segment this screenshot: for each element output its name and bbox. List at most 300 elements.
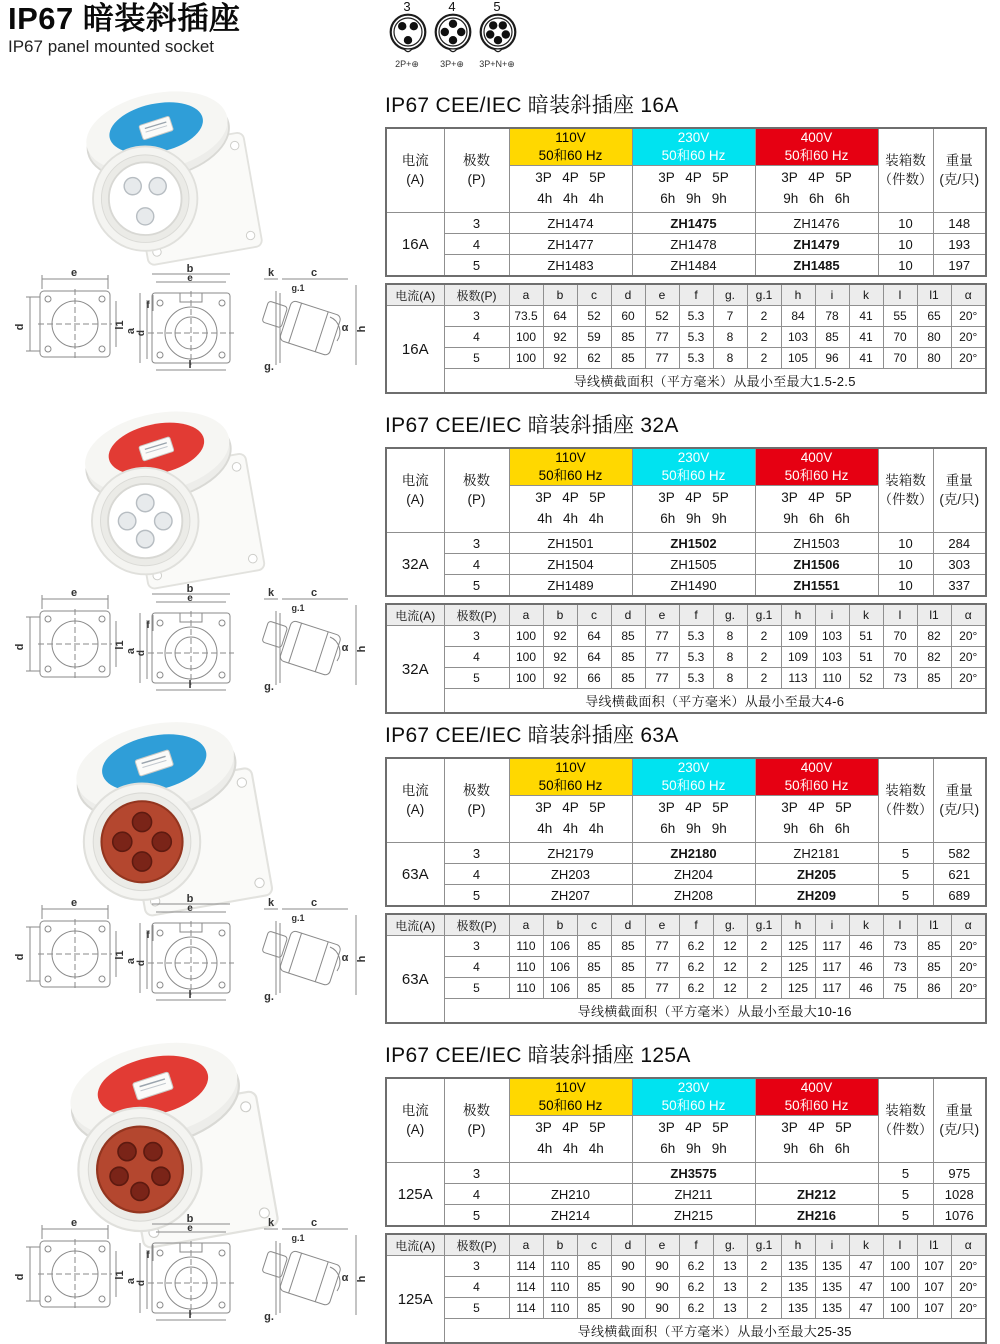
pin-dot xyxy=(404,36,412,44)
dimension-drawings xyxy=(12,583,377,698)
table-cell: 77 xyxy=(645,957,679,978)
dim-label: b xyxy=(186,583,194,595)
dim-label: d xyxy=(14,953,26,961)
pins-label: 3P 4P 5P xyxy=(658,1120,729,1136)
table-cell: 20° xyxy=(951,668,986,689)
table-cell: 73.5 xyxy=(509,306,543,327)
table-cell: 20° xyxy=(951,957,986,978)
table-cell: 3 xyxy=(444,533,509,554)
table-row xyxy=(386,914,986,936)
table-cell: ZH2179 xyxy=(509,843,632,864)
socket-face-icon xyxy=(476,13,520,54)
pins-label: 3P 4P 5P xyxy=(535,1120,606,1136)
table-cell: 125 xyxy=(781,957,815,978)
pin-config-cell xyxy=(755,1116,878,1163)
pin-config-cell xyxy=(632,1116,755,1163)
table-cell: 114 xyxy=(509,1298,543,1319)
table-cell: d xyxy=(611,284,645,306)
table-cell: ZH204 xyxy=(632,864,755,885)
voltage-label: 230V xyxy=(677,1080,710,1096)
table-cell: 62 xyxy=(577,348,611,369)
table-cell: 70 xyxy=(883,626,917,647)
dim-label: f xyxy=(146,300,150,311)
table-cell: c xyxy=(577,604,611,626)
table-cell: ZH1475 xyxy=(632,213,755,234)
table-cell: 20° xyxy=(951,978,986,999)
table-cell: 105 xyxy=(781,348,815,369)
pin-config-cell xyxy=(632,486,755,533)
table-cell: 135 xyxy=(815,1277,849,1298)
table-cell: 4 xyxy=(444,327,509,348)
dim-label: a xyxy=(125,327,137,335)
table-cell: g.1 xyxy=(747,604,781,626)
table-cell: 3 xyxy=(444,1256,509,1277)
table-cell: 77 xyxy=(645,348,679,369)
table-cell: 5 xyxy=(878,1205,933,1227)
dim-label: g. xyxy=(264,681,274,693)
table-cell: 13 xyxy=(713,1256,747,1277)
table-cell: ZH209 xyxy=(755,885,878,907)
socket-hole xyxy=(124,178,141,195)
dimensions-table xyxy=(385,603,987,714)
table-cell: 46 xyxy=(849,957,883,978)
table-cell: ZH2180 xyxy=(632,843,755,864)
table-cell: 92 xyxy=(543,668,577,689)
table-cell: 90 xyxy=(645,1298,679,1319)
table-cell: 重量 (克/只) xyxy=(933,758,986,843)
table-cell: 80 xyxy=(917,327,951,348)
hours-label: 4h 4h 4h xyxy=(537,191,604,206)
freq-label: 50和60 Hz xyxy=(538,148,603,163)
table-cell: 64 xyxy=(577,647,611,668)
dimension-drawings xyxy=(12,263,377,378)
table-cell: 90 xyxy=(611,1256,645,1277)
table-cell: 110 xyxy=(543,1256,577,1277)
table-cell: 3 xyxy=(444,936,509,957)
table-cell: 85 xyxy=(611,957,645,978)
table-cell: 582 xyxy=(933,843,986,864)
dim-label: e xyxy=(70,897,78,909)
dim-label: h xyxy=(356,955,368,963)
table-cell: 4 xyxy=(444,554,509,575)
table-cell: 7 xyxy=(713,306,747,327)
table-cell: b xyxy=(543,914,577,936)
pins-label: 3P 4P 5P xyxy=(658,800,729,816)
table-cell: ZH205 xyxy=(755,864,878,885)
table-cell: 100 xyxy=(883,1298,917,1319)
pin-config-label: 3P+N+⊕ xyxy=(479,59,515,69)
table-cell: 82 xyxy=(917,626,951,647)
product-section xyxy=(0,85,1000,389)
table-row xyxy=(386,234,986,255)
table-cell: 2 xyxy=(747,306,781,327)
dimensions-table xyxy=(385,913,987,1024)
wire-section-note: 导线横截面积（平方毫米）从最小至最大1.5-2.5 xyxy=(444,369,986,394)
table-cell: 114 xyxy=(509,1277,543,1298)
section-content xyxy=(385,89,987,394)
socket-face-icon xyxy=(386,13,430,54)
table-cell: b xyxy=(543,284,577,306)
product-models-table xyxy=(385,127,987,277)
table-cell: g.1 xyxy=(747,914,781,936)
dim-label: d xyxy=(136,1279,147,1287)
table-cell: 5.3 xyxy=(679,626,713,647)
table-cell: 125A xyxy=(386,1163,444,1227)
socket-hole xyxy=(132,812,151,831)
pin-variant-icons xyxy=(386,0,518,69)
socket-hole xyxy=(152,832,171,851)
table-cell: 90 xyxy=(611,1277,645,1298)
table-cell: c xyxy=(577,914,611,936)
table-cell: 92 xyxy=(543,647,577,668)
table-row xyxy=(386,255,986,277)
table-cell: ZH1489 xyxy=(509,575,632,597)
table-cell: 85 xyxy=(917,957,951,978)
table-row xyxy=(386,1277,986,1298)
dim-label: e xyxy=(70,587,78,599)
table-cell: 5 xyxy=(444,348,509,369)
hours-label: 4h 4h 4h xyxy=(537,511,604,526)
table-cell: 2 xyxy=(747,327,781,348)
table-cell: 135 xyxy=(781,1256,815,1277)
table-cell: 70 xyxy=(883,348,917,369)
pins-label: 3P 4P 5P xyxy=(781,490,852,506)
table-cell xyxy=(509,1163,632,1184)
table-cell: ZH3575 xyxy=(632,1163,755,1184)
dim-label: l xyxy=(188,1309,192,1321)
dim-label: l1 xyxy=(114,950,126,960)
table-cell: 20° xyxy=(951,1298,986,1319)
table-cell: 6.2 xyxy=(679,936,713,957)
table-cell: 2 xyxy=(747,1277,781,1298)
table-cell: 13 xyxy=(713,1298,747,1319)
table-cell: 极数(P) xyxy=(444,284,509,306)
table-cell: 41 xyxy=(849,348,883,369)
table-cell: 64 xyxy=(543,306,577,327)
table-cell: 10 xyxy=(878,234,933,255)
dim-label: l xyxy=(188,989,192,1001)
table-cell: 装箱数 （件数） xyxy=(878,758,933,843)
table-cell: α xyxy=(951,1234,986,1256)
table-cell: 51 xyxy=(849,647,883,668)
table-cell: 621 xyxy=(933,864,986,885)
table-cell: 125 xyxy=(781,936,815,957)
table-cell: 109 xyxy=(781,626,815,647)
pin-config-label: 2P+⊕ xyxy=(395,59,419,69)
pin-config-cell xyxy=(509,166,632,213)
table-cell: f xyxy=(679,1234,713,1256)
voltage-header-cell xyxy=(755,128,878,166)
product-section xyxy=(0,715,1000,1019)
table-cell: 5.3 xyxy=(679,327,713,348)
table-cell: f xyxy=(679,604,713,626)
table-cell: 20° xyxy=(951,1256,986,1277)
hours-label: 9h 6h 6h xyxy=(783,821,850,836)
page-subtitle: IP67 panel mounted socket xyxy=(8,37,215,57)
freq-label: 50和60 Hz xyxy=(661,1098,726,1113)
table-cell: 197 xyxy=(933,255,986,277)
dim-label: d xyxy=(136,649,147,657)
table-cell: 77 xyxy=(645,647,679,668)
table-cell: 8 xyxy=(713,626,747,647)
table-cell: 90 xyxy=(645,1256,679,1277)
table-row xyxy=(386,864,986,885)
voltage-label: 110V xyxy=(555,760,586,776)
table-cell: 41 xyxy=(849,327,883,348)
table-cell: 92 xyxy=(543,327,577,348)
table-cell: α xyxy=(951,284,986,306)
dim-label: e xyxy=(187,273,193,284)
table-row xyxy=(386,647,986,668)
table-cell: 110 xyxy=(509,978,543,999)
table-row xyxy=(386,554,986,575)
voltage-header-cell xyxy=(755,448,878,486)
table-cell: 85 xyxy=(611,668,645,689)
pin-config-cell xyxy=(632,796,755,843)
dim-label: f xyxy=(146,930,150,941)
table-cell: 96 xyxy=(815,348,849,369)
socket-hole xyxy=(132,852,151,871)
voltage-label: 230V xyxy=(677,760,710,776)
table-cell: ZH1477 xyxy=(509,234,632,255)
table-cell: d xyxy=(611,604,645,626)
table-cell: 5.3 xyxy=(679,668,713,689)
socket-hole xyxy=(131,1182,149,1200)
dim-label: d xyxy=(14,323,26,331)
table-cell: ZH1483 xyxy=(509,255,632,277)
socket-hole xyxy=(137,208,154,225)
dim-label: e xyxy=(187,903,193,914)
table-cell: l1 xyxy=(917,284,951,306)
table-cell: 284 xyxy=(933,533,986,554)
hours-label: 9h 6h 6h xyxy=(783,191,850,206)
dim-label: l1 xyxy=(114,1270,126,1280)
voltage-header-cell xyxy=(632,758,755,796)
freq-label: 50和60 Hz xyxy=(784,468,849,483)
dim-label: k xyxy=(267,1217,275,1229)
page-title: IP67 暗装斜插座 xyxy=(8,1,241,36)
table-cell: 337 xyxy=(933,575,986,597)
table-cell: 4 xyxy=(444,957,509,978)
table-cell: ZH211 xyxy=(632,1184,755,1205)
section-title: IP67 CEE/IEC 暗装斜插座 32A xyxy=(385,414,679,437)
table-cell: ZH216 xyxy=(755,1205,878,1227)
dim-label: b xyxy=(186,893,194,905)
table-cell: 85 xyxy=(917,936,951,957)
table-cell: 5.3 xyxy=(679,306,713,327)
table-cell: g. xyxy=(713,284,747,306)
table-cell: 2 xyxy=(747,957,781,978)
table-row xyxy=(386,689,986,714)
table-cell: i xyxy=(815,914,849,936)
table-row xyxy=(386,1078,986,1116)
dim-label: α xyxy=(341,952,349,964)
table-cell: 85 xyxy=(815,327,849,348)
table-cell: d xyxy=(611,914,645,936)
table-cell: 10 xyxy=(878,533,933,554)
table-cell: 103 xyxy=(781,327,815,348)
freq-label: 50和60 Hz xyxy=(784,1098,849,1113)
freq-label: 50和60 Hz xyxy=(661,778,726,793)
dim-label: f xyxy=(146,620,150,631)
table-cell: 148 xyxy=(933,213,986,234)
table-cell: 85 xyxy=(611,978,645,999)
table-cell: 92 xyxy=(543,626,577,647)
wire-section-note: 导线横截面积（平方毫米）从最小至最大10-16 xyxy=(444,999,986,1024)
table-cell: 64 xyxy=(577,626,611,647)
table-cell: 77 xyxy=(645,978,679,999)
voltage-label: 230V xyxy=(677,450,710,466)
dim-label: d xyxy=(136,329,147,337)
table-cell: 5.3 xyxy=(679,348,713,369)
table-cell: 5 xyxy=(878,843,933,864)
table-cell: l xyxy=(883,1234,917,1256)
table-cell: 47 xyxy=(849,1277,883,1298)
table-cell: f xyxy=(679,284,713,306)
table-cell: 77 xyxy=(645,327,679,348)
dim-label: α xyxy=(341,322,349,334)
table-cell: 63A xyxy=(386,843,444,907)
table-cell: ZH1551 xyxy=(755,575,878,597)
table-cell: 125A xyxy=(386,1256,444,1344)
table-cell: 3 xyxy=(444,306,509,327)
table-cell: 85 xyxy=(611,327,645,348)
dim-label: l1 xyxy=(114,640,126,650)
voltage-label: 110V xyxy=(555,1080,586,1096)
hours-label: 6h 9h 9h xyxy=(660,191,727,206)
table-cell: 20° xyxy=(951,936,986,957)
table-row xyxy=(386,957,986,978)
table-cell: g. xyxy=(713,1234,747,1256)
table-row xyxy=(386,604,986,626)
dim-label: e xyxy=(187,1223,193,1234)
table-row xyxy=(386,348,986,369)
voltage-header-cell xyxy=(632,128,755,166)
table-cell: ZH1479 xyxy=(755,234,878,255)
dim-label: g.1 xyxy=(291,603,305,613)
table-cell: 5 xyxy=(878,885,933,907)
table-cell: 103 xyxy=(815,647,849,668)
product-photo-wrap xyxy=(52,85,285,281)
table-cell: 6.2 xyxy=(679,957,713,978)
pin-dot xyxy=(502,30,510,38)
table-cell: 12 xyxy=(713,936,747,957)
table-cell: 46 xyxy=(849,936,883,957)
pins-label: 3P 4P 5P xyxy=(658,490,729,506)
dim-label: α xyxy=(341,1272,349,1284)
dimensions-table xyxy=(385,283,987,394)
table-cell: 重量 (克/只) xyxy=(933,128,986,213)
product-photo xyxy=(50,405,288,600)
table-cell: 92 xyxy=(543,348,577,369)
table-row xyxy=(386,1298,986,1319)
table-row xyxy=(386,885,986,907)
table-cell: e xyxy=(645,1234,679,1256)
table-cell: α xyxy=(951,604,986,626)
dim-label: c xyxy=(310,587,318,599)
dim-label: e xyxy=(70,1217,78,1229)
table-cell: 8 xyxy=(713,348,747,369)
voltage-label: 230V xyxy=(677,130,710,146)
table-cell: 90 xyxy=(611,1298,645,1319)
table-cell: ZH207 xyxy=(509,885,632,907)
table-cell: 60 xyxy=(611,306,645,327)
freq-label: 50和60 Hz xyxy=(538,468,603,483)
table-cell: k xyxy=(849,1234,883,1256)
table-cell: 32A xyxy=(386,626,444,714)
table-row xyxy=(386,213,986,234)
dim-label: e xyxy=(70,267,78,279)
table-cell: 5.3 xyxy=(679,647,713,668)
table-cell: f xyxy=(679,914,713,936)
table-cell: 75 xyxy=(883,978,917,999)
dim-label: d xyxy=(14,1273,26,1281)
table-cell: 20° xyxy=(951,1277,986,1298)
table-cell: 装箱数 （件数） xyxy=(878,128,933,213)
table-cell: 5 xyxy=(444,668,509,689)
table-row xyxy=(386,978,986,999)
table-row xyxy=(386,369,986,394)
table-cell: l1 xyxy=(917,914,951,936)
table-cell: a xyxy=(509,604,543,626)
pin-count-label: 3 xyxy=(403,0,411,14)
table-cell: 极数 (P) xyxy=(444,128,509,213)
table-cell: 电流(A) xyxy=(386,914,444,936)
table-row xyxy=(386,758,986,796)
section-title: IP67 CEE/IEC 暗装斜插座 16A xyxy=(385,94,679,117)
voltage-header-cell xyxy=(755,1078,878,1116)
table-cell: 2 xyxy=(747,1256,781,1277)
table-cell: 5 xyxy=(878,864,933,885)
table-cell: 135 xyxy=(781,1298,815,1319)
table-cell: g.1 xyxy=(747,1234,781,1256)
table-cell: 106 xyxy=(543,936,577,957)
table-cell: α xyxy=(951,914,986,936)
table-cell: 100 xyxy=(509,626,543,647)
table-cell: 1028 xyxy=(933,1184,986,1205)
table-row xyxy=(386,448,986,486)
dimension-drawings xyxy=(12,893,377,1008)
dimension-drawing xyxy=(12,893,377,1003)
table-cell: g. xyxy=(713,604,747,626)
table-cell: ZH214 xyxy=(509,1205,632,1227)
dimension-drawing xyxy=(12,263,377,373)
table-cell: ZH210 xyxy=(509,1184,632,1205)
dim-label: h xyxy=(356,325,368,333)
table-cell: 135 xyxy=(815,1298,849,1319)
table-cell: ZH1501 xyxy=(509,533,632,554)
table-cell: 2 xyxy=(747,348,781,369)
socket-hole xyxy=(136,530,154,548)
product-models-table xyxy=(385,757,987,907)
voltage-header-cell xyxy=(509,448,632,486)
pin-dot xyxy=(457,28,465,36)
table-cell: b xyxy=(543,1234,577,1256)
hours-label: 6h 9h 9h xyxy=(660,821,727,836)
pins-label: 3P 4P 5P xyxy=(535,490,606,506)
table-cell: 10 xyxy=(878,213,933,234)
voltage-header-cell xyxy=(632,448,755,486)
pin-dot xyxy=(489,21,497,29)
pins-label: 3P 4P 5P xyxy=(781,1120,852,1136)
dim-label: c xyxy=(310,1217,318,1229)
table-cell: 110 xyxy=(815,668,849,689)
table-row xyxy=(386,1184,986,1205)
dim-label: k xyxy=(267,587,275,599)
voltage-header-cell xyxy=(509,128,632,166)
pin-variant xyxy=(431,0,473,69)
voltage-header-cell xyxy=(509,758,632,796)
